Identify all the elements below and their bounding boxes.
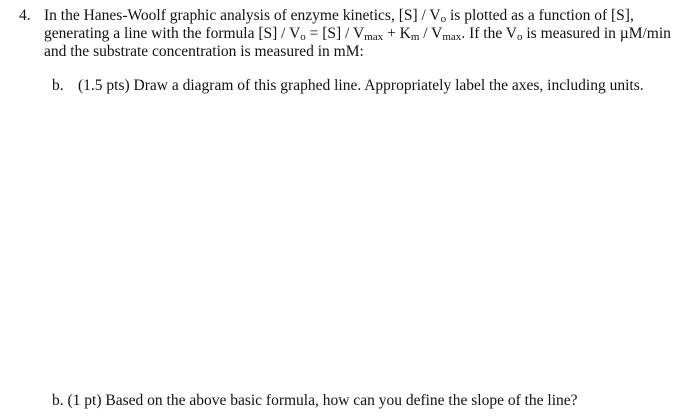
line1-text-a: In the Hanes-Woolf graphic analysis of enzyme kinetics, [S] / V [44, 7, 441, 24]
line1-subscript-o: o [440, 13, 447, 25]
line2-subscript-m: m [410, 31, 420, 43]
line2-text-e: . If the V [461, 25, 517, 42]
line2-subscript-max-1: max [364, 31, 384, 43]
line2-subscript-max-2: max [442, 31, 462, 43]
line2-text-a: generating a line with the formula [S] / V [44, 25, 301, 42]
part-b-label: b. [52, 77, 64, 94]
line2-subscript-o: o [300, 31, 306, 43]
part-b-slope-question: b. (1 pt) Based on the above basic formula, how can you define the slope of the line? [52, 392, 578, 409]
question-line-2 [44, 25, 694, 43]
question-stem [44, 7, 694, 61]
line2-text-d: / V [419, 25, 443, 42]
question-line-3: and the substrate concentration is measured in mM: [44, 43, 364, 60]
question-line-1 [44, 7, 694, 25]
part-b-draw-text: (1.5 pts) Draw a diagram of this graphed line. Appropriately label the axes, including units. [78, 77, 644, 94]
line2-text-c: + K [383, 25, 411, 42]
line2-text-f: is measured in µM/min [522, 25, 671, 42]
line2-subscript-o-2: o [517, 31, 523, 43]
line1-text-b: is plotted as a function of [S], [446, 7, 634, 24]
question-number: 4. [19, 7, 31, 24]
line2-text-b: = [S] / V [305, 25, 365, 42]
part-b-draw-diagram [52, 77, 644, 95]
